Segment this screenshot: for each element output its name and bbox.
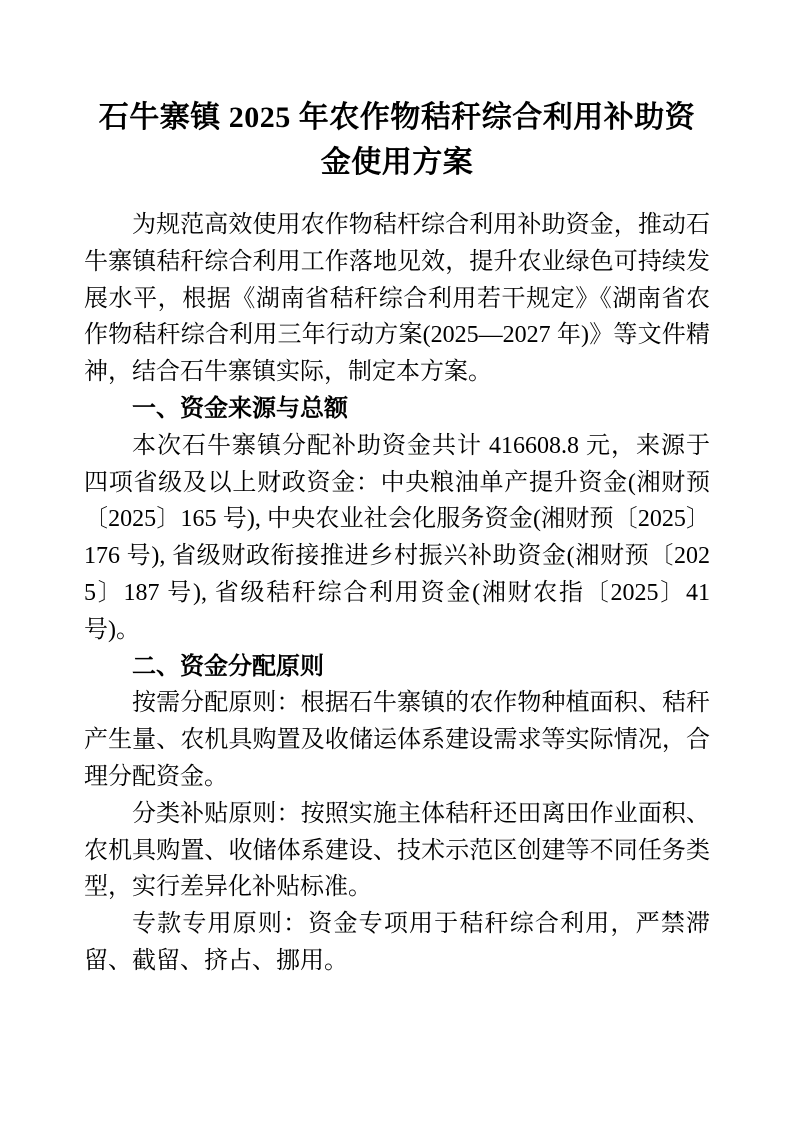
section-2-paragraph-classified-subsidy: 分类补贴原则：按照实施主体秸秆还田离田作业面积、农机具购置、收储体系建设、技术示范区创建等不同任务类型，实行差异化补贴标准。 xyxy=(84,800,710,901)
intro-paragraph: 为规范高效使用农作物秸杆综合利用补助资金，推动石牛寨镇秸秆综合利用工作落地见效，提升农业绿色可持续发展水平，根据《湖南省秸秆综合利用若干规定》《湖南省农作物秸秆综合利用三年行动方案(2025—2027 年)》等文件精神，结合石牛寨镇实际，制定本方案。 xyxy=(84,212,710,386)
section-1-paragraph: 本次石牛寨镇分配补助资金共计 416608.8 元，来源于四项省级及以上财政资金：中央粮油单产提升资金(湘财预〔2025〕165 号), 中央农业社会化服务资金(湘财预〔2025〕176 号), 省级财政衔接推进乡村振兴补助资金(湘财预〔2025〕187 号), 省级秸秆综合利用资金(湘财农指〔2025〕41 号)。 xyxy=(84,432,710,643)
section-2-paragraph-earmarked-funds: 专款专用原则：资金专项用于秸秆综合利用，严禁滞留、截留、挤占、挪用。 xyxy=(84,911,710,974)
section-2-paragraph-need-based: 按需分配原则：根据石牛寨镇的农作物种植面积、秸秆产生量、农机具购置及收储运体系建设需求等实际情况，合理分配资金。 xyxy=(84,690,710,790)
section-2-heading: 二、资金分配原则 xyxy=(132,652,324,680)
section-1-heading: 一、资金来源与总额 xyxy=(132,394,348,422)
document-title: 石牛寨镇 2025 年农作物秸秆综合利用补助资金使用方案 xyxy=(98,101,696,179)
